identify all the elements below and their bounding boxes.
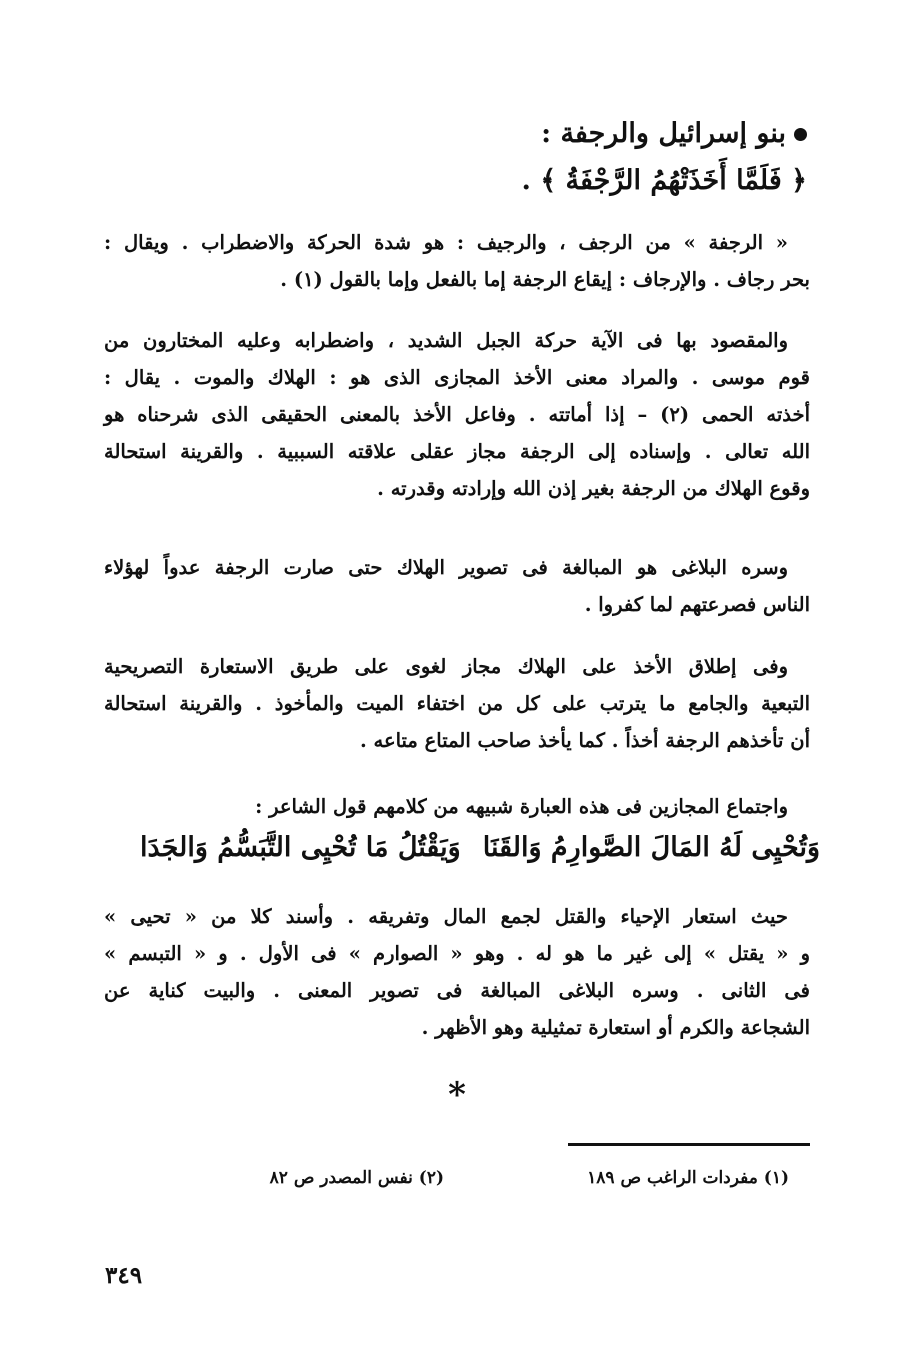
section-heading (107, 118, 807, 149)
text-line: والمقصود بها فى الآية حركة الجبل الشديد ، واضطرابه وعليه المختارون من (104, 329, 788, 352)
text-line: الله تعالى . وإسناده إلى الرجفة مجاز عقلى علاقته السببية . والقرينة استحالة (104, 440, 810, 463)
paragraph-explanation (104, 898, 810, 1046)
poem-second-hemistich: وَيَقْتُلُ مَا تُحْيِى التَّبَسُّمُ وَالجَدَا (140, 832, 461, 863)
text-line: أن تأخذهم الرجفة أخذاً . كما يأخذ صاحب المتاع متاعه . (359, 729, 810, 752)
footnote-2: (٢) نفس المصدر ص ٨٢ (269, 1168, 444, 1188)
bullet-icon (794, 128, 807, 141)
page-number: ٣٤٩ (105, 1262, 143, 1289)
text-line: واجتماع المجازين فى هذه العبارة شبيهه من كلامهم قول الشاعر : (255, 795, 788, 818)
paragraph-metaphor (104, 648, 810, 759)
paragraph-definition (104, 224, 810, 298)
paragraph-poet-intro (104, 788, 810, 825)
footnote-1: (١) مفردات الراغب ص ١٨٩ (587, 1168, 789, 1188)
text-line: حيث استعار الإحياء والقتل لجمع المال وتفريقه . وأسند كلا من « تحيى » (104, 905, 788, 928)
footnote-divider (568, 1143, 810, 1146)
text-line: « الرجفة » من الرجف ، والرجيف : هو شدة الحركة والاضطراب . ويقال : (104, 231, 788, 254)
text-line: وفى إطلاق الأخذ على الهلاك مجاز لغوى على طريق الاستعارة التصريحية (104, 655, 788, 678)
text-line: وقوع الهلاك من الرجفة بغير إذن الله وإرادته وقدرته . (377, 477, 810, 500)
paragraph-meaning (104, 322, 810, 507)
text-line: و « يقتل » إلى غير ما هو له . وهو « الصوارم » فى الأول . و « التبسم » (104, 942, 810, 965)
section-separator: * (448, 1075, 466, 1115)
text-line: الشجاعة والكرم أو استعارة تمثيلية وهو الأظهر . (421, 1016, 810, 1039)
quran-verse: ﴿ فَلَمَّا أَخَذَتْهُمُ الرَّجْفَةُ ﴾ . (521, 165, 807, 196)
text-line: قوم موسى . والمراد معنى الأخذ المجازى الذى هو : الهلاك والموت . يقال : (104, 366, 810, 389)
poem-first-hemistich: وَتُحْيِى لَهُ المَالَ الصَّوارِمُ وَالقَنَا (482, 832, 820, 863)
paragraph-rhetoric (104, 549, 810, 623)
text-line: الناس فصرعتهم لما كفروا . (584, 593, 810, 616)
text-line: وسره البلاغى هو المبالغة فى تصوير الهلاك حتى صارت الرجفة عدواً لهؤلاء (104, 556, 788, 579)
text-line: بحر رجاف . والإرجاف : إيقاع الرجفة إما بالفعل وإما بالقول (١) . (280, 268, 810, 291)
text-line: أخذته الحمى (٢) – إذا أماتته . وفاعل الأخذ بالمعنى الحقيقى الذى شرحناه هو (104, 403, 810, 426)
poem-verse (140, 822, 820, 882)
section-heading-text: بنو إسرائيل والرجفة : (541, 118, 786, 149)
text-line: التبعية والجامع ما يترتب على كل من اختفاء الميت والمأخوذ . والقرينة استحالة (104, 692, 810, 715)
text-line: فى الثانى . وسره البلاغى المبالغة فى تصوير المعنى . والبيت كناية عن (104, 979, 810, 1002)
